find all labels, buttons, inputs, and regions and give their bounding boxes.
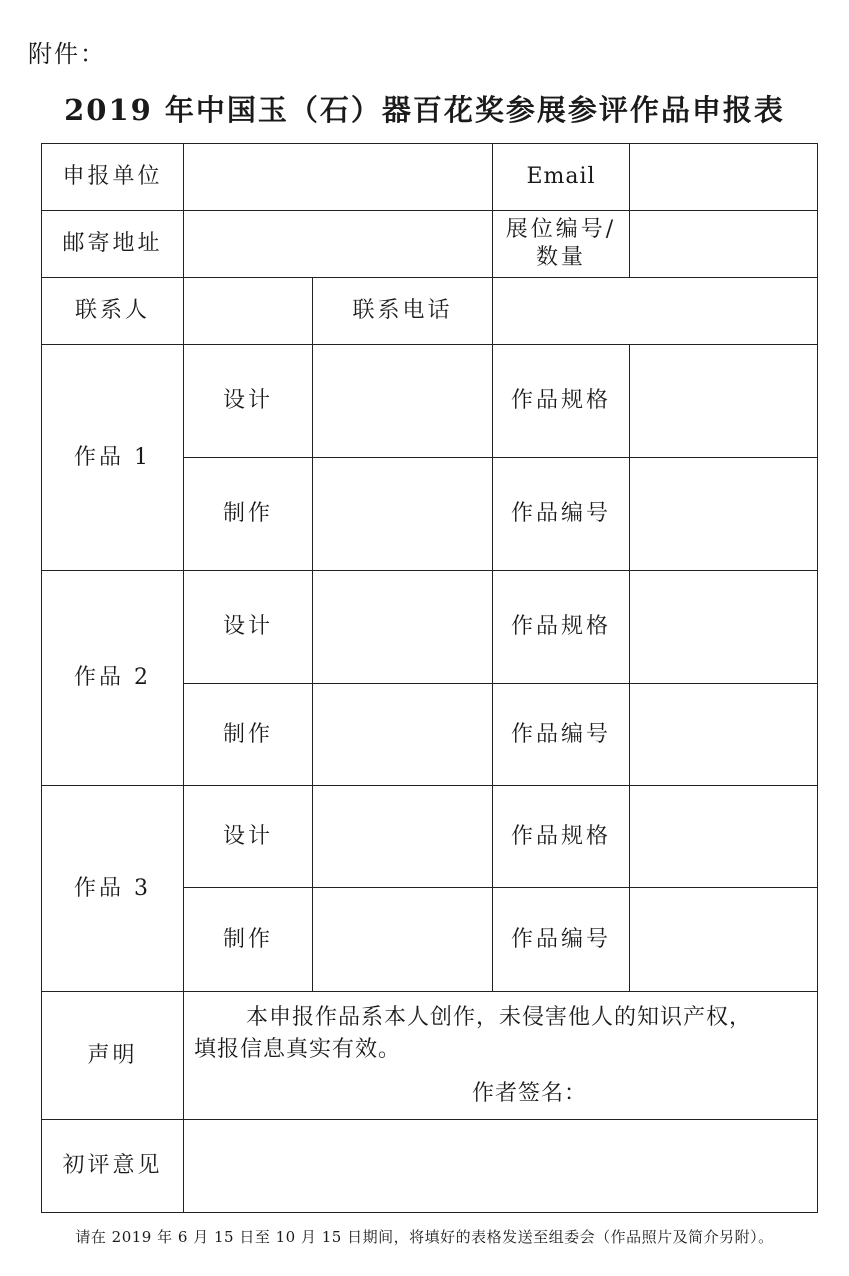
work1-label: 作品 1 (42, 345, 184, 571)
work1-design-label: 设计 (184, 345, 313, 458)
work2-label: 作品 2 (42, 571, 184, 786)
work1-spec-label: 作品规格 (493, 345, 630, 458)
work2-design-field[interactable] (313, 571, 493, 684)
footnote: 请在 2019 年 6 月 15 日至 10 月 15 日期间，将填好的表格发送至组委会（作品照片及简介另附）。 (75, 1228, 774, 1246)
row-contact (42, 278, 818, 345)
work3-spec-field[interactable] (630, 786, 818, 888)
work1-number-field[interactable] (630, 458, 818, 571)
attachment-label: 附件： (28, 40, 106, 68)
booth-label-line2: 数量 (535, 245, 586, 270)
row-unit (42, 144, 818, 211)
work1-design-field[interactable] (313, 345, 493, 458)
row-work3-design (42, 786, 818, 888)
work3-number-label: 作品编号 (493, 888, 630, 992)
work2-spec-label: 作品规格 (493, 571, 630, 684)
row-address (42, 211, 818, 278)
work3-spec-label: 作品规格 (493, 786, 630, 888)
work2-design-label: 设计 (184, 571, 313, 684)
work2-number-label: 作品编号 (493, 684, 630, 786)
phone-label: 联系电话 (313, 278, 493, 345)
work3-number-field[interactable] (630, 888, 818, 992)
work3-design-field[interactable] (313, 786, 493, 888)
signature-label: 作者签名： (472, 1080, 588, 1106)
booth-label (493, 211, 630, 278)
work1-make-label: 制作 (184, 458, 313, 571)
unit-field[interactable] (184, 144, 493, 211)
work3-design-label: 设计 (184, 786, 313, 888)
work3-label: 作品 3 (42, 786, 184, 992)
declaration-label: 声明 (42, 992, 184, 1120)
work2-make-label: 制作 (184, 684, 313, 786)
contact-label: 联系人 (42, 278, 184, 345)
address-label: 邮寄地址 (42, 211, 184, 278)
address-field[interactable] (184, 211, 493, 278)
work3-make-field[interactable] (313, 888, 493, 992)
unit-label: 申报单位 (42, 144, 184, 211)
row-work1-design (42, 345, 818, 458)
work3-make-label: 制作 (184, 888, 313, 992)
application-form-table (41, 143, 818, 1213)
declaration-line2: 填报信息真实有效。 (194, 1036, 402, 1062)
row-work2-design (42, 571, 818, 684)
work2-number-field[interactable] (630, 684, 818, 786)
work1-spec-field[interactable] (630, 345, 818, 458)
booth-field[interactable] (630, 211, 818, 278)
work1-number-label: 作品编号 (493, 458, 630, 571)
booth-label-line1: 展位编号/ (505, 217, 617, 242)
row-declaration (42, 992, 818, 1120)
review-field[interactable] (184, 1120, 818, 1213)
declaration-text (184, 992, 818, 1120)
work2-make-field[interactable] (313, 684, 493, 786)
contact-field[interactable] (184, 278, 313, 345)
work1-make-field[interactable] (313, 458, 493, 571)
email-field[interactable] (630, 144, 818, 211)
form-title: 2019 年中国玉（石）器百花奖参展参评作品申报表 (64, 93, 785, 127)
work2-spec-field[interactable] (630, 571, 818, 684)
declaration-line1: 本申报作品系本人创作，未侵害他人的知识产权， (246, 1004, 753, 1030)
row-review (42, 1120, 818, 1213)
review-label: 初评意见 (42, 1120, 184, 1213)
phone-field[interactable] (493, 278, 818, 345)
email-label: Email (493, 144, 630, 211)
